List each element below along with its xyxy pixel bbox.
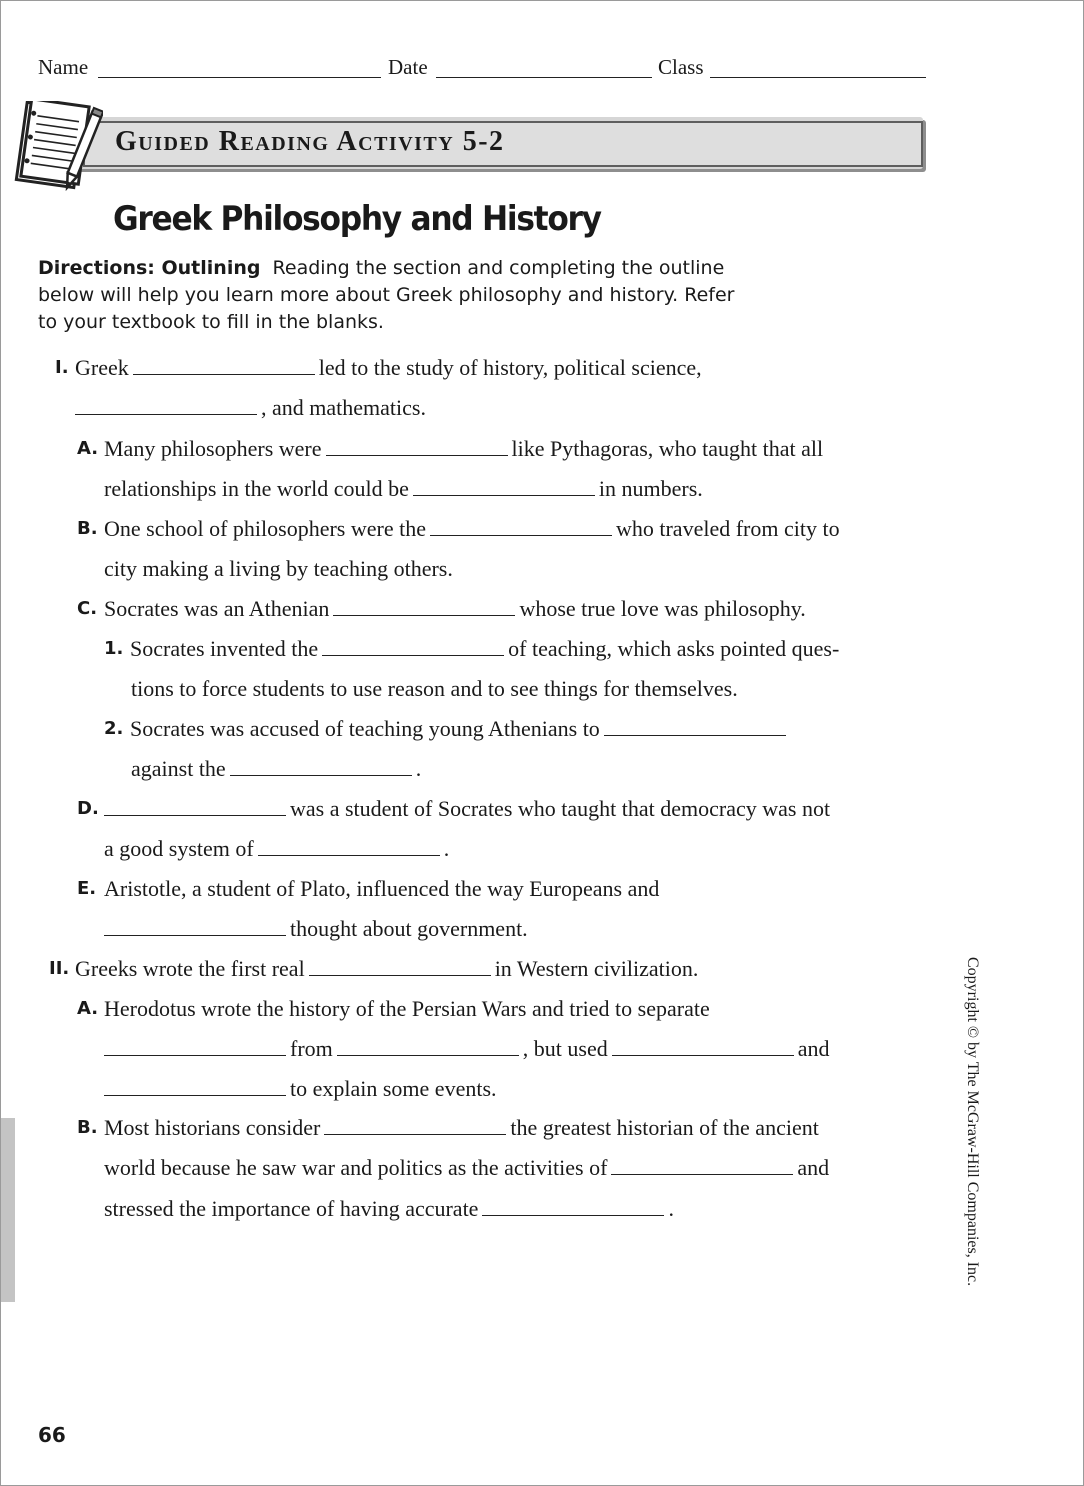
date-field[interactable] [436,77,652,78]
outline-text: . [443,836,450,861]
outline-text: . [668,1196,674,1221]
page-title: Greek Philosophy and History [113,199,601,239]
outline-item-IE-cont [104,914,528,944]
outline-text: Herodotus wrote the history of the Persian Wars and tried to separate [104,996,710,1021]
outline-text: Greek [75,355,129,380]
outline-item-IC2-cont [131,754,421,784]
outline-text: , but used [522,1036,608,1061]
blank-field[interactable] [611,1156,793,1175]
page-edge-tab [1,1118,15,1302]
blank-field[interactable] [337,1037,519,1056]
outline-text: led to the study of history, political science, [318,355,702,380]
outline-item-IA [104,434,823,464]
outline-item-IC1-cont [131,674,738,704]
outline-marker: 1. [104,638,124,659]
blank-field[interactable] [309,957,491,976]
outline-text: and [797,1036,830,1061]
outline-item-IB [104,514,840,544]
outline-text: world because he saw war and politics as the activities of [104,1155,608,1180]
outline-item-IC1 [130,634,839,664]
outline-item-IC [104,594,806,624]
outline-text: stressed the importance of having accurate [104,1196,479,1221]
outline-item-IIA [104,994,710,1024]
outline-item-ID [104,794,830,824]
blank-field[interactable] [604,717,786,736]
blank-field[interactable] [482,1197,664,1216]
outline-text: of teaching, which asks pointed ques- [508,636,840,661]
outline-text: Greeks wrote the first real [75,956,305,981]
outline-item-IIB-cont [104,1153,829,1183]
outline-text: tions to force students to use reason and to see things for themselves. [131,676,738,701]
outline-item-ID-cont [104,834,449,864]
blank-field[interactable] [612,1037,794,1056]
name-field[interactable] [98,77,381,78]
outline-text: who traveled from city to [615,516,840,541]
blank-field[interactable] [326,437,508,456]
outline-item-I [75,353,702,383]
outline-text: relationships in the world could be [104,476,409,501]
outline-text: in Western civilization. [494,956,699,981]
blank-field[interactable] [324,1116,506,1135]
outline-text: from [290,1036,333,1061]
copyright-text: Copyright © by The McGraw-Hill Companies, Inc. [964,957,981,1287]
outline-text: against the [131,756,226,781]
outline-item-IC2 [130,714,790,744]
directions-label: Directions: Outlining [38,257,261,279]
outline-marker: II. [49,958,70,979]
class-label: Class [658,55,704,79]
outline-text: Socrates was accused of teaching young Athenians to [130,716,600,741]
directions [38,255,738,336]
outline-text: was a student of Socrates who taught that democracy was not [290,796,831,821]
blank-field[interactable] [104,1037,286,1056]
outline-text: . [415,756,422,781]
outline-item-IIB-cont2 [104,1194,674,1224]
page-number: 66 [38,1423,66,1447]
blank-field[interactable] [133,356,315,375]
outline-text: the greatest historian of the ancient [510,1115,819,1140]
outline-item-IIA-cont2 [104,1074,497,1104]
outline-text: a good system of [104,836,254,861]
outline-text: Socrates was an Athenian [104,596,330,621]
outline-text: Socrates invented the [130,636,319,661]
outline-text: whose true love was philosophy. [519,596,806,621]
blank-field[interactable] [230,757,412,776]
blank-field[interactable] [104,917,286,936]
outline-text: thought about government. [290,916,528,941]
outline-marker: D. [77,798,99,819]
blank-field[interactable] [104,797,286,816]
blank-field[interactable] [333,597,515,616]
outline-marker: B. [77,1117,98,1138]
blank-field[interactable] [75,396,257,415]
outline-text: One school of philosophers were the [104,516,426,541]
outline-item-IB-cont [104,554,453,584]
banner-title: Guided Reading Activity 5-2 [115,126,505,157]
outline-item-II [75,954,698,984]
outline-text: Most historians consider [104,1115,321,1140]
directions-text: Reading the section and completing the outline below will help you learn more about Greek philosophy and history. Refer to your textbook to fill in the blanks. [38,257,735,333]
outline-item-I-cont [75,393,426,423]
outline-item-IE [104,874,659,904]
outline-item-IA-cont [104,474,703,504]
name-label: Name [38,55,89,79]
outline-text: like Pythagoras, who taught that all [511,436,824,461]
outline-marker: A. [77,998,99,1019]
date-label: Date [388,55,428,79]
outline-text: , and mathematics. [261,395,426,420]
outline-item-IIA-cont [104,1034,829,1064]
copyright-notice [959,957,979,1317]
blank-field[interactable] [104,1077,286,1096]
outline-text: Aristotle, a student of Plato, influenced the way Europeans and [104,876,660,901]
notebook-pencil-icon [13,101,103,197]
activity-banner [63,113,929,173]
outline-marker: E. [77,878,97,899]
outline-marker: C. [77,598,98,619]
outline-text: and [797,1155,830,1180]
outline-text: in numbers. [598,476,703,501]
outline-marker: 2. [104,718,124,739]
blank-field[interactable] [413,477,595,496]
outline-marker: B. [77,518,98,539]
outline-marker: A. [77,438,99,459]
outline-text: to explain some events. [290,1076,497,1101]
outline-text: city making a living by teaching others. [104,556,453,581]
outline-item-IIB [104,1113,819,1143]
outline-marker: I. [55,357,69,378]
class-field[interactable] [710,77,926,78]
blank-field[interactable] [430,517,612,536]
outline-text: Many philosophers were [104,436,322,461]
blank-field[interactable] [258,837,440,856]
blank-field[interactable] [322,637,504,656]
